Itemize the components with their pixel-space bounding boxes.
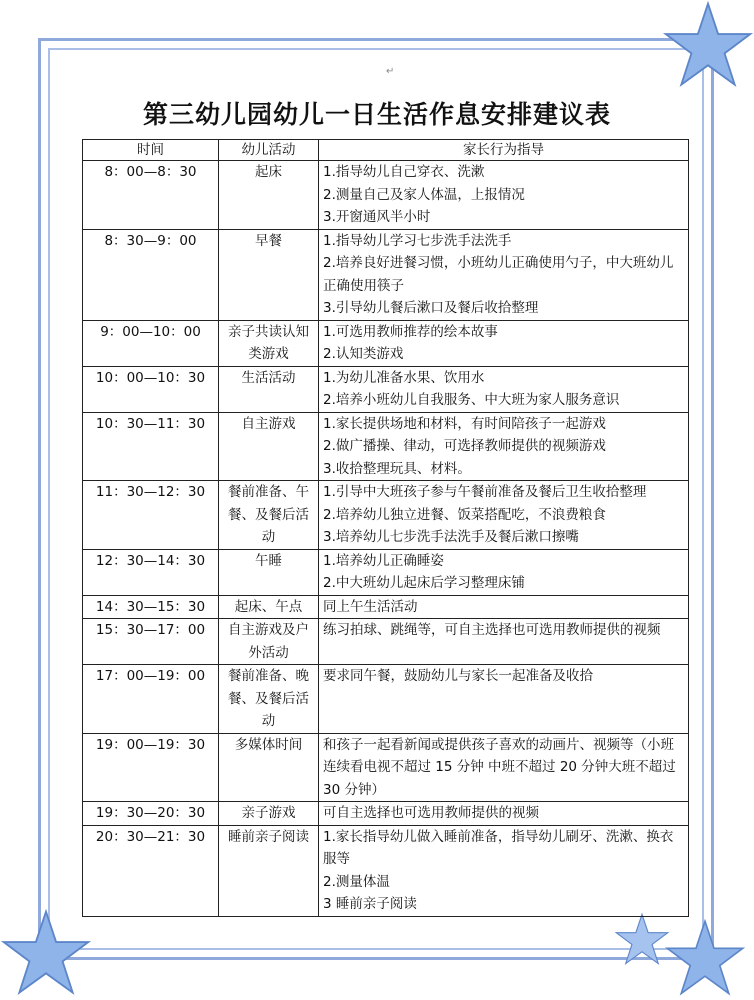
activity-cell: 早餐 <box>219 229 319 320</box>
header-guidance: 家长行为指导 <box>319 140 689 161</box>
time-cell: 15：30—17：00 <box>83 619 219 665</box>
guidance-line: 3.收拾整理玩具、材料。 <box>323 460 471 477</box>
activity-cell: 午睡 <box>219 549 319 595</box>
time-cell: 12：30—14：30 <box>83 549 219 595</box>
star-icon <box>0 908 92 1000</box>
time-cell: 19：00—19：30 <box>83 733 219 802</box>
time-cell: 19：30—20：30 <box>83 802 219 826</box>
table-row <box>83 320 689 366</box>
guidance-line: 2.中大班幼儿起床后学习整理床铺 <box>323 575 525 591</box>
header-row <box>83 140 689 161</box>
table-row <box>83 481 689 550</box>
table-row <box>83 366 689 412</box>
guidance-cell <box>319 825 689 916</box>
guidance-line: 1.为幼儿准备水果、饮用水 <box>323 369 485 386</box>
guidance-cell <box>319 665 689 734</box>
guidance-cell <box>319 320 689 366</box>
table-row <box>83 549 689 595</box>
guidance-line: 2.培养幼儿独立进餐、饭菜搭配吃，不浪费粮食 <box>323 506 606 523</box>
time-cell: 8：00—8：30 <box>83 161 219 230</box>
header-activity: 幼儿活动 <box>219 140 319 161</box>
guidance-line: 可自主选择也可选用教师提供的视频 <box>323 805 539 821</box>
guidance-cell <box>319 733 689 802</box>
activity-cell: 餐前准备、午餐、及餐后活动 <box>219 481 319 550</box>
guidance-line: 2.认知类游戏 <box>323 346 404 362</box>
guidance-line: 2.测量体温 <box>323 873 390 890</box>
activity-cell: 起床 <box>219 161 319 230</box>
guidance-line: 3.开窗通风半小时 <box>323 209 431 225</box>
time-cell: 17：00—19：00 <box>83 665 219 734</box>
time-cell: 8：30—9：00 <box>83 229 219 320</box>
guidance-line: 和孩子一起看新闻或提供孩子喜欢的动画片、视频等（小班连续看电视不超过 15 分钟 中班不超过 20 分钟大班不超过 30 分钟） <box>323 736 676 798</box>
star-icon <box>664 918 746 1000</box>
guidance-line: 3.培养幼儿七步洗手法洗手及餐后漱口擦嘴 <box>323 529 579 545</box>
guidance-cell <box>319 481 689 550</box>
guidance-cell <box>319 802 689 826</box>
activity-cell: 多媒体时间 <box>219 733 319 802</box>
table-row <box>83 229 689 320</box>
guidance-line: 1.引导中大班孩子参与午餐前准备及餐后卫生收拾整理 <box>323 484 647 500</box>
guidance-line: 1.可选用教师推荐的绘本故事 <box>323 323 498 340</box>
table-row <box>83 619 689 665</box>
table-row <box>83 825 689 916</box>
guidance-line: 1.指导幼儿自己穿衣、洗漱 <box>323 164 485 180</box>
table-row <box>83 161 689 230</box>
guidance-cell <box>319 229 689 320</box>
star-icon <box>662 0 754 92</box>
guidance-line: 1.家长指导幼儿做入睡前准备，指导幼儿刷牙、洗漱、换衣服等 <box>323 828 674 867</box>
guidance-line: 3.引导幼儿餐后漱口及餐后收拾整理 <box>323 300 539 316</box>
guidance-line: 练习拍球、跳绳等，可自主选择也可选用教师提供的视频 <box>323 622 661 638</box>
activity-cell: 亲子共读认知类游戏 <box>219 320 319 366</box>
time-cell: 10：30—11：30 <box>83 412 219 481</box>
guidance-line: 要求同午餐，鼓励幼儿与家长一起准备及收拾 <box>323 668 593 684</box>
table-row <box>83 733 689 802</box>
guidance-line: 1.家长提供场地和材料，有时间陪孩子一起游戏 <box>323 415 606 432</box>
activity-cell: 睡前亲子阅读 <box>219 825 319 916</box>
guidance-cell <box>319 595 689 619</box>
activity-cell: 生活活动 <box>219 366 319 412</box>
star-icon <box>614 912 670 968</box>
guidance-line: 同上午生活活动 <box>323 598 418 615</box>
guidance-cell <box>319 619 689 665</box>
guidance-line: 1.指导幼儿学习七步洗手法洗手 <box>323 232 512 249</box>
return-mark: ↵ <box>386 66 395 77</box>
page-title: 第三幼儿园幼儿一日生活作息安排建议表 <box>142 100 611 129</box>
guidance-line: 2.培养良好进餐习惯，小班幼儿正确使用勺子，中大班幼儿正确使用筷子 <box>323 255 674 294</box>
table-row <box>83 802 689 826</box>
guidance-line: 2.测量自己及家人体温，上报情况 <box>323 186 525 203</box>
activity-cell: 自主游戏 <box>219 412 319 481</box>
table-row <box>83 412 689 481</box>
schedule-table <box>82 139 689 917</box>
time-cell: 10：00—10：30 <box>83 366 219 412</box>
activity-cell: 起床、午点 <box>219 595 319 619</box>
guidance-cell <box>319 412 689 481</box>
guidance-line: 3 睡前亲子阅读 <box>323 896 417 912</box>
table-row <box>83 665 689 734</box>
header-time: 时间 <box>83 140 219 161</box>
activity-cell: 自主游戏及户外活动 <box>219 619 319 665</box>
time-cell: 20：30—21：30 <box>83 825 219 916</box>
guidance-cell <box>319 366 689 412</box>
time-cell: 14：30—15：30 <box>83 595 219 619</box>
time-cell: 11：30—12：30 <box>83 481 219 550</box>
guidance-cell <box>319 549 689 595</box>
table-row <box>83 595 689 619</box>
guidance-line: 1.培养幼儿正确睡姿 <box>323 552 444 569</box>
time-cell: 9：00—10：00 <box>83 320 219 366</box>
guidance-line: 2.做广播操、律动，可选择教师提供的视频游戏 <box>323 438 606 454</box>
guidance-line: 2.培养小班幼儿自我服务、中大班为家人服务意识 <box>323 392 620 408</box>
activity-cell: 餐前准备、晚餐、及餐后活动 <box>219 665 319 734</box>
activity-cell: 亲子游戏 <box>219 802 319 826</box>
guidance-cell <box>319 161 689 230</box>
